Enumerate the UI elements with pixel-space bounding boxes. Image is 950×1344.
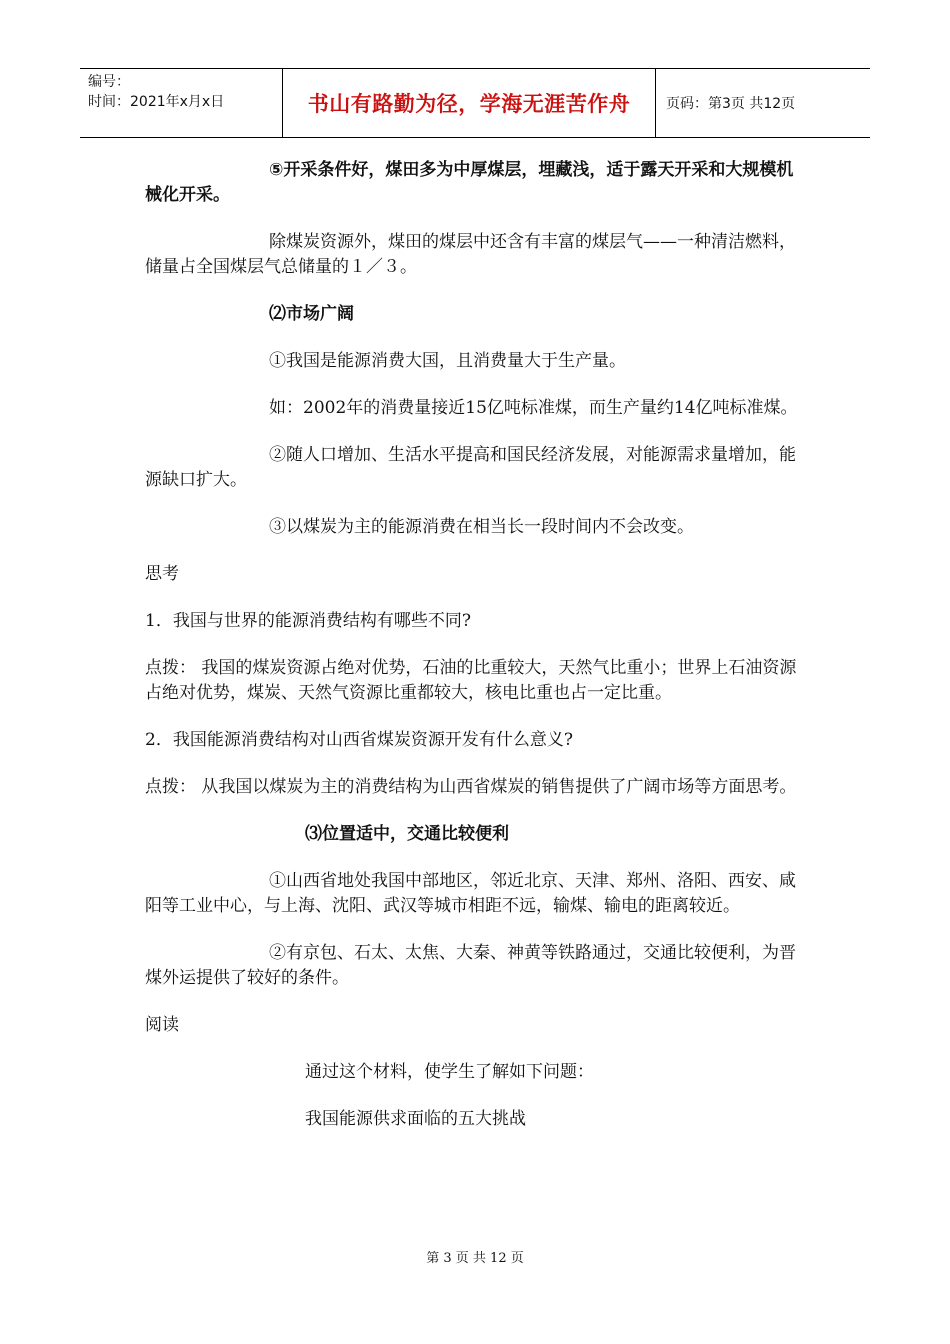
answer-2: 点拨： 从我国以煤炭为主的消费结构为山西省煤炭的销售提供了广阔市场等方面思考。 bbox=[145, 777, 797, 797]
reading-title: 我国能源供求面临的五大挑战 bbox=[305, 1109, 526, 1129]
header-page-info: 页码：第3页 共12页 bbox=[666, 96, 796, 112]
paragraph-consumption: ①我国是能源消费大国，且消费量大于生产量。 bbox=[269, 351, 626, 371]
header-meta bbox=[80, 69, 282, 137]
answer-1: 点拨： 我国的煤炭资源占绝对优势，石油的比重较大，天然气比重小；世界上石油资源占绝对优势，煤炭、天然气资源比重都较大，核电比重也占一定比重。 bbox=[145, 658, 797, 703]
document-number-label: 编号： bbox=[88, 74, 130, 90]
page-footer: 第 3 页 共 12 页 bbox=[426, 1251, 524, 1266]
paragraph-location: ①山西省地处我国中部地区，邻近北京、天津、郑州、洛阳、西安、咸阳等工业中心，与上海、沈阳、武汉等城市相距不远，输煤、输电的距离较近。 bbox=[145, 871, 796, 916]
reading-intro: 通过这个材料，使学生了解如下问题： bbox=[305, 1062, 594, 1082]
paragraph-mining-conditions: ⑤开采条件好，煤田多为中厚煤层，埋藏浅，适于露天开采和大规模机械化开采。 bbox=[145, 160, 794, 205]
section-heading-location: ⑶位置适中，交通比较便利 bbox=[305, 824, 509, 844]
question-2: 2．我国能源消费结构对山西省煤炭资源开发有什么意义? bbox=[145, 730, 573, 750]
paragraph-coalbed-gas: 除煤炭资源外，煤田的煤层中还含有丰富的煤层气——一种清洁燃料，储量占全国煤层气总储量的１／３。 bbox=[145, 232, 796, 277]
section-heading-market: ⑵市场广阔 bbox=[269, 304, 354, 324]
document-body bbox=[145, 158, 807, 1154]
page-header bbox=[80, 68, 870, 138]
label-think: 思考 bbox=[145, 564, 179, 584]
paragraph-example: 如：2002年的消费量接近15亿吨标准煤，而生产量约14亿吨标准煤。 bbox=[269, 398, 798, 418]
paragraph-coal-dominant: ③以煤炭为主的能源消费在相当长一段时间内不会改变。 bbox=[269, 517, 694, 537]
paragraph-demand: ②随人口增加、生活水平提高和国民经济发展，对能源需求量增加，能源缺口扩大。 bbox=[145, 445, 796, 490]
document-date: 时间：2021年x月x日 bbox=[88, 94, 225, 110]
question-1: 1．我国与世界的能源消费结构有哪些不同? bbox=[145, 611, 471, 631]
paragraph-railways: ②有京包、石太、太焦、大秦、神黄等铁路通过，交通比较便利，为晋煤外运提供了较好的条件。 bbox=[145, 943, 796, 988]
label-read: 阅读 bbox=[145, 1015, 179, 1035]
header-motto: 书山有路勤为径，学海无涯苦作舟 bbox=[282, 69, 656, 137]
